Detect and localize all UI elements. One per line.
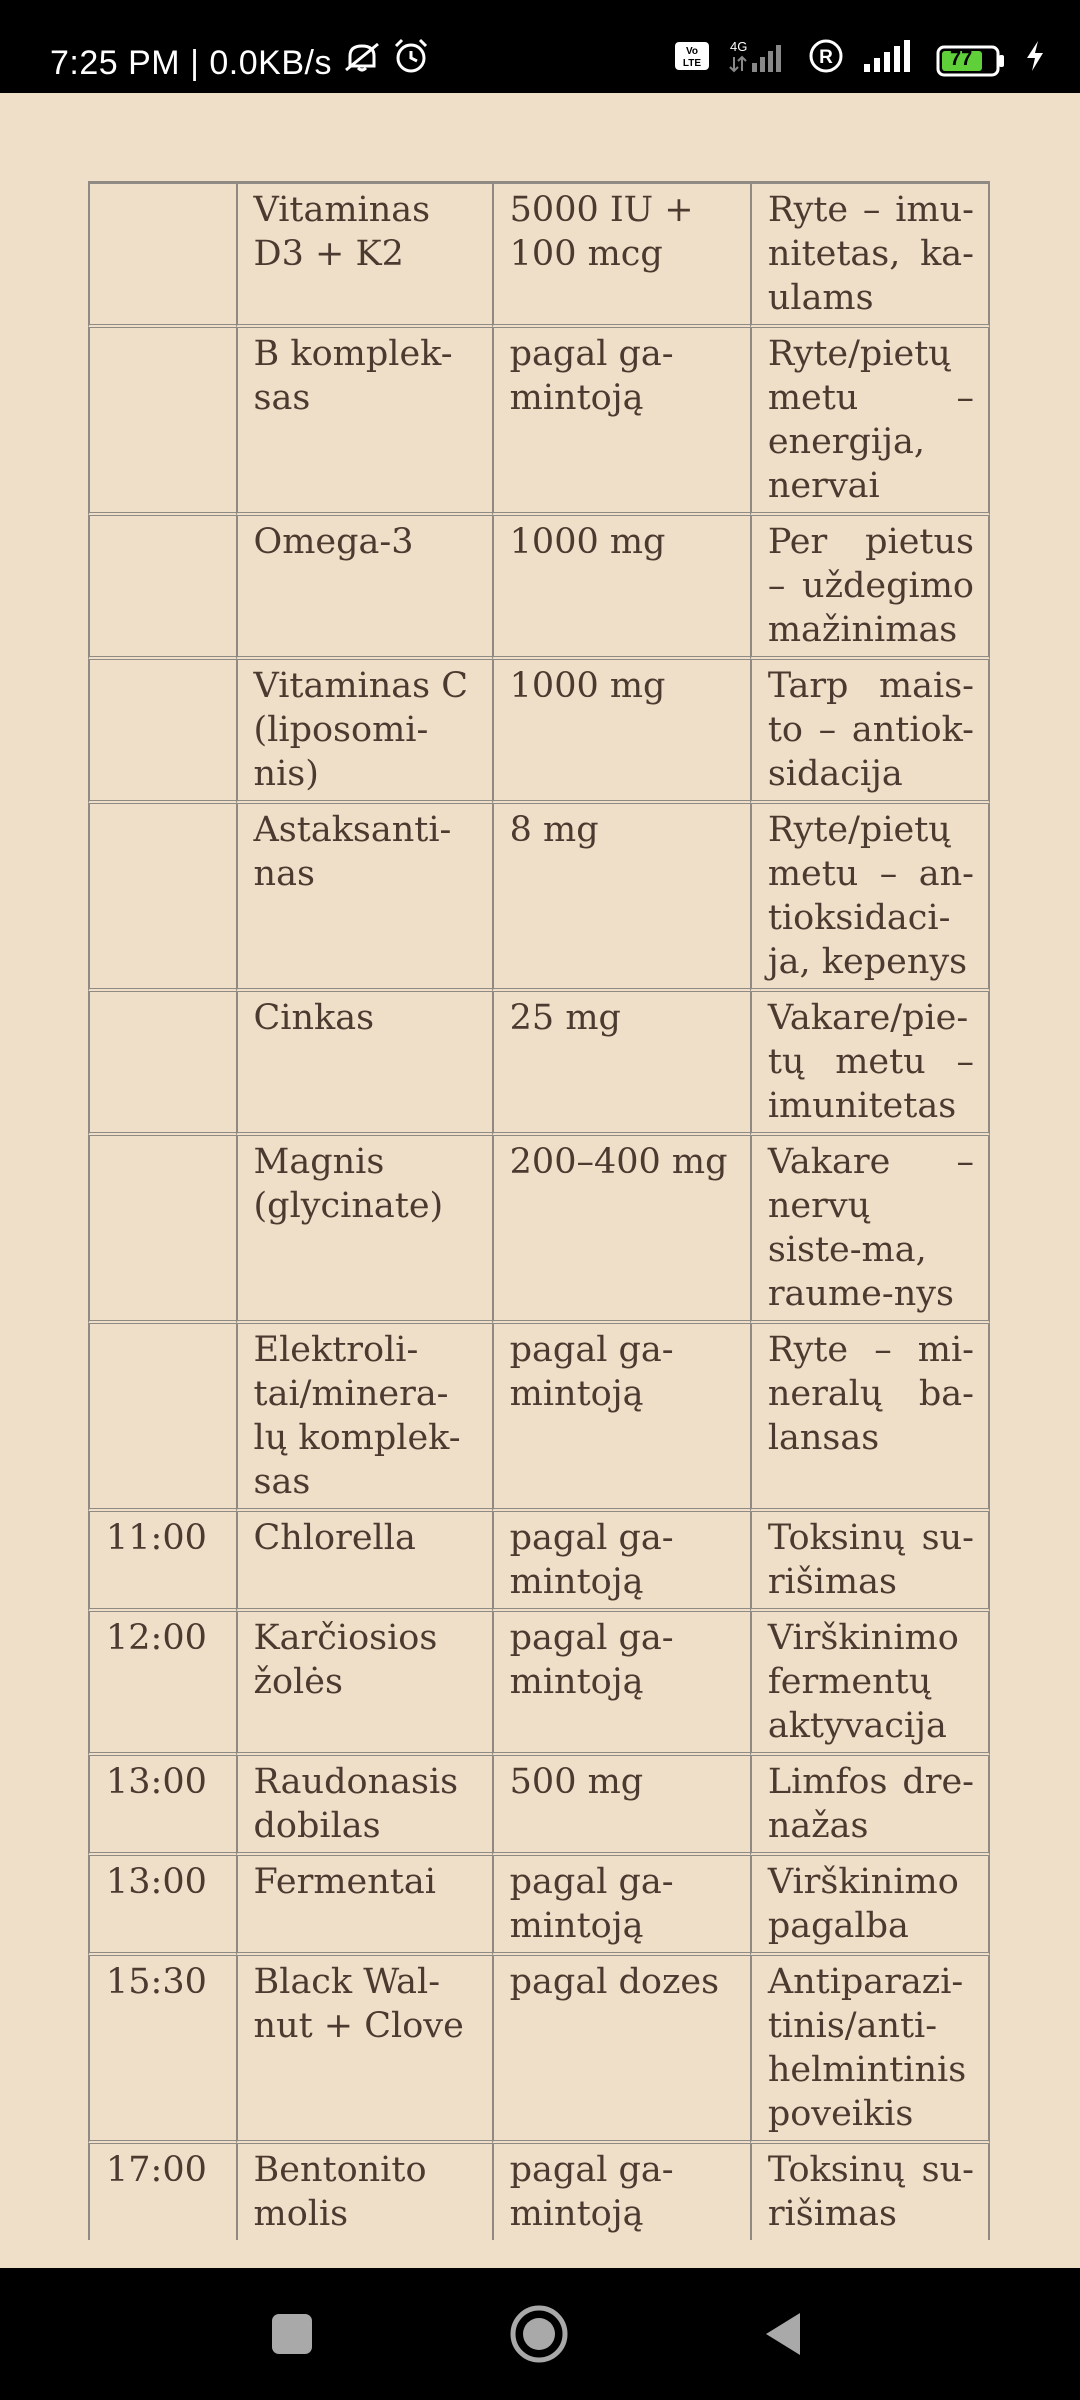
cell-note: Vakare/pie-tų metu – imunitetas <box>750 992 990 1136</box>
cell-name: Astaksanti-nas <box>236 804 492 992</box>
cell-dose: pagal ga-mintoją <box>492 1612 750 1756</box>
cell-name: Black Wal-nut + Clove <box>236 1956 492 2144</box>
battery-level: 77 <box>950 47 973 70</box>
svg-text:Vo: Vo <box>685 46 699 57</box>
table-row <box>88 804 990 992</box>
cell-time <box>88 516 236 660</box>
cell-dose: 8 mg <box>492 804 750 992</box>
circle-icon <box>508 2303 570 2365</box>
cell-time <box>88 328 236 516</box>
cell-note: Toksinų su-rišimas <box>750 1512 990 1612</box>
cell-name: Omega-3 <box>236 516 492 660</box>
supplement-table <box>88 181 990 2240</box>
cell-name: Fermentai <box>236 1856 492 1956</box>
cell-time: 17:00 <box>88 2144 236 2240</box>
network-speed: 0.0KB/s <box>209 44 332 82</box>
navigation-bar <box>0 2268 1080 2400</box>
cell-dose: 25 mg <box>492 992 750 1136</box>
cell-note: Ryte – imu-nitetas, ka-ulams <box>750 184 990 328</box>
cell-time <box>88 660 236 804</box>
cell-note: Virškinimo pagalba <box>750 1856 990 1956</box>
charging-icon <box>1024 39 1046 82</box>
cell-time: 13:00 <box>88 1856 236 1956</box>
table-row <box>88 1512 990 1612</box>
cell-dose: pagal dozes <box>492 1956 750 2144</box>
mute-icon <box>342 40 382 83</box>
table-row <box>88 1856 990 1956</box>
status-text <box>50 38 430 83</box>
cell-dose: pagal ga-mintoją <box>492 1512 750 1612</box>
cell-time: 11:00 <box>88 1512 236 1612</box>
home-button[interactable] <box>503 2298 575 2370</box>
table-row <box>88 184 990 328</box>
table-row <box>88 1956 990 2144</box>
cell-dose: 1000 mg <box>492 516 750 660</box>
status-separator: | <box>190 44 200 82</box>
cell-dose: 1000 mg <box>492 660 750 804</box>
cell-note: Antiparazi-tinis/anti-helmintinis poveikis <box>750 1956 990 2144</box>
cell-dose: pagal ga-mintoją <box>492 1856 750 1956</box>
cell-name: Bentonito molis <box>236 2144 492 2240</box>
table-body <box>88 184 990 2240</box>
table-row <box>88 1324 990 1512</box>
cell-name: Elektroli-tai/minera-lų komplek-sas <box>236 1324 492 1512</box>
cell-name: Karčiosios žolės <box>236 1612 492 1756</box>
battery-icon <box>936 44 1006 78</box>
volte-icon <box>674 41 710 80</box>
cell-time <box>88 1136 236 1324</box>
status-icons <box>674 38 1046 83</box>
network-type-label: 4G <box>730 39 748 54</box>
cell-note: Ryte/pietų metu – energija, nervai <box>750 328 990 516</box>
cell-name: Raudonasis dobilas <box>236 1756 492 1856</box>
table-row <box>88 660 990 804</box>
back-button[interactable] <box>749 2298 821 2370</box>
cell-name: Magnis (glycinate) <box>236 1136 492 1324</box>
cell-dose: 500 mg <box>492 1756 750 1856</box>
table-row <box>88 1756 990 1856</box>
status-bar <box>0 0 1080 93</box>
clock: 7:25 PM <box>50 44 181 82</box>
square-icon <box>270 2312 314 2356</box>
table-row <box>88 992 990 1136</box>
cell-note: Tarp mais-to – antiok-sidacija <box>750 660 990 804</box>
cell-dose: pagal ga-mintoją <box>492 328 750 516</box>
cell-name: Vitaminas C (liposomi-nis) <box>236 660 492 804</box>
table-row <box>88 328 990 516</box>
cell-time: 13:00 <box>88 1756 236 1856</box>
triangle-back-icon <box>760 2309 810 2359</box>
cell-name: Vitaminas D3 + K2 <box>236 184 492 328</box>
cell-note: Ryte – mi-neralų ba-lansas <box>750 1324 990 1512</box>
cell-name: B komplek-sas <box>236 328 492 516</box>
signal-icon <box>728 39 790 82</box>
recents-button[interactable] <box>256 2298 328 2370</box>
cell-time <box>88 992 236 1136</box>
cell-name: Cinkas <box>236 992 492 1136</box>
alarm-icon <box>392 38 430 83</box>
cell-dose: 5000 IU + 100 mcg <box>492 184 750 328</box>
roaming-icon <box>808 38 844 83</box>
cell-time <box>88 184 236 328</box>
cell-dose: pagal ga-mintoją <box>492 1324 750 1512</box>
cell-time: 12:00 <box>88 1612 236 1756</box>
cell-note: Toksinų su-rišimas <box>750 2144 990 2240</box>
table-row <box>88 2144 990 2240</box>
cell-note: Vakare – nervų siste-ma, raume-nys <box>750 1136 990 1324</box>
table-row <box>88 1612 990 1756</box>
signal-bars-icon <box>862 40 918 81</box>
cell-note: Virškinimo fermentų aktyvacija <box>750 1612 990 1756</box>
cell-time: 15:30 <box>88 1956 236 2144</box>
cell-time <box>88 1324 236 1512</box>
table-row <box>88 516 990 660</box>
table-row <box>88 1136 990 1324</box>
cell-name: Chlorella <box>236 1512 492 1612</box>
cell-time <box>88 804 236 992</box>
cell-note: Limfos dre-nažas <box>750 1756 990 1856</box>
svg-text:R: R <box>819 47 833 68</box>
cell-dose: 200–400 mg <box>492 1136 750 1324</box>
cell-dose: pagal ga-mintoją <box>492 2144 750 2240</box>
svg-text:LTE: LTE <box>682 58 702 69</box>
cell-note: Ryte/pietų metu – an-tioksidaci-ja, kepenys <box>750 804 990 992</box>
cell-note: Per pietus – uždegimo mažinimas <box>750 516 990 660</box>
reader-page[interactable] <box>0 93 1080 2268</box>
